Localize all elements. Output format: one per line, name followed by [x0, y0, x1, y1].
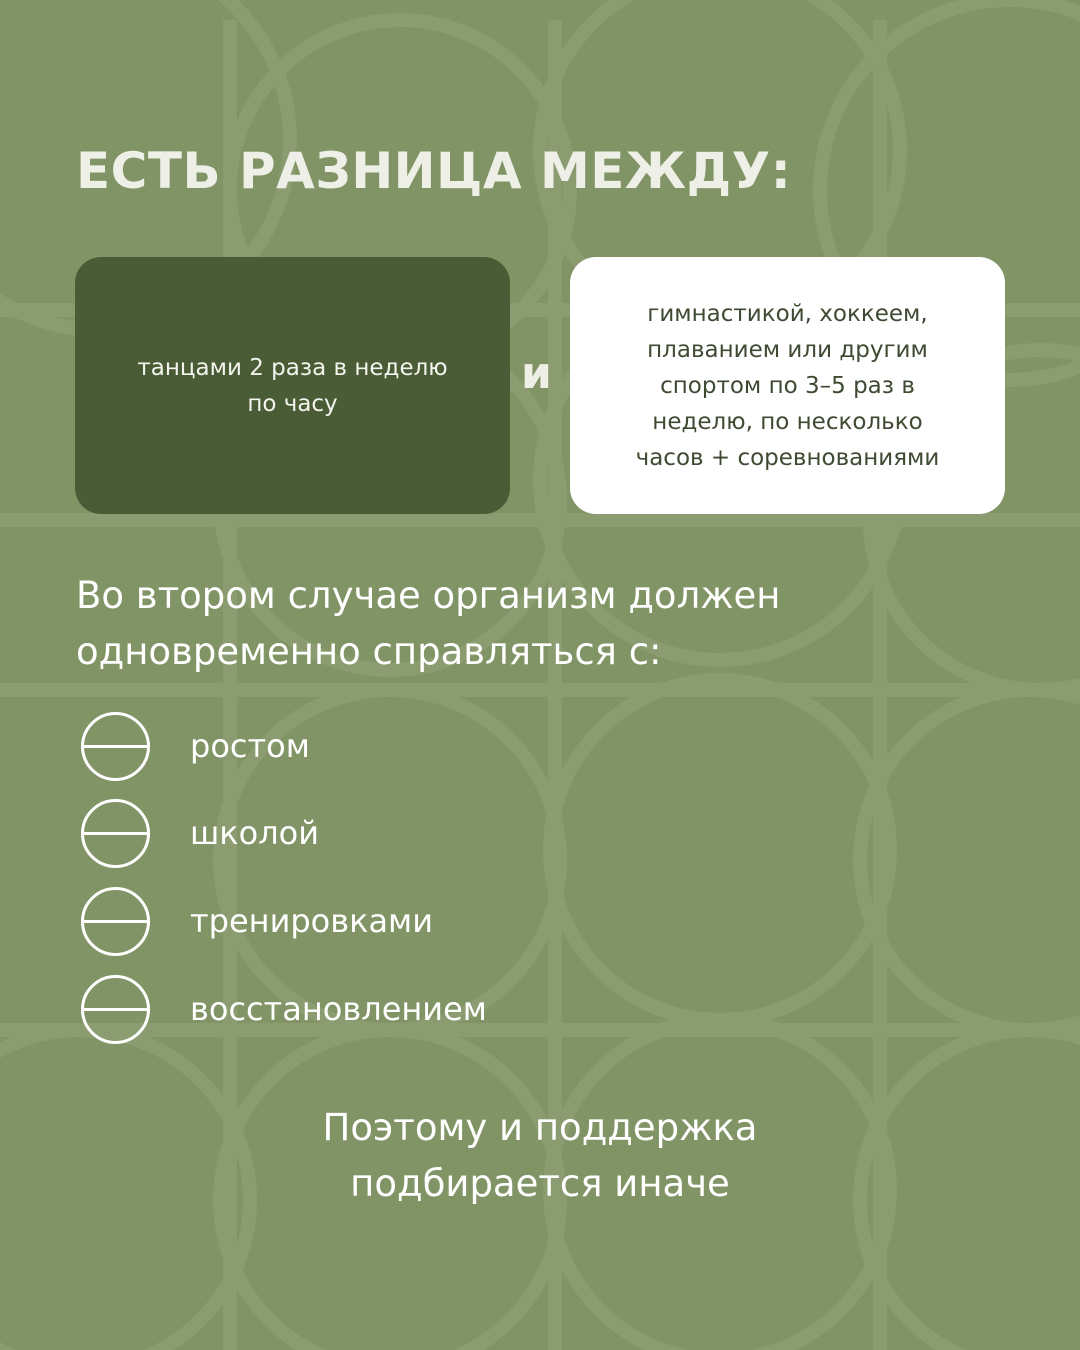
- lead-text: Во втором случае организм должен одновременно справляться с:: [76, 574, 781, 673]
- list-item-label: ростом: [190, 727, 310, 765]
- circle-divider-icon: [80, 974, 151, 1045]
- comparison-connector: и: [521, 348, 552, 399]
- list-item-label: школой: [190, 814, 320, 852]
- list-item-label: восстановлением: [190, 990, 487, 1028]
- list-item: [80, 973, 487, 1045]
- list-item-label: тренировками: [190, 902, 433, 940]
- list-item: [80, 710, 310, 782]
- circle-divider-icon: [80, 886, 151, 957]
- comparison-card-sport: [570, 257, 1005, 514]
- comparison-right-text: гимнастикой, хоккеем, плаванием или другим спортом по 3–5 раз в неделю, по несколько часов + соревнованиями: [635, 300, 940, 471]
- list-item: [80, 885, 433, 957]
- list-item: [80, 797, 320, 869]
- closing-text: Поэтому и поддержка подбирается иначе: [322, 1106, 758, 1205]
- comparison-card-dance: [75, 257, 510, 514]
- comparison-left-text: танцами 2 раза в неделю по часу: [137, 354, 448, 417]
- page-title: ЕСТЬ РАЗНИЦА МЕЖДУ:: [76, 142, 792, 200]
- circle-divider-icon: [80, 798, 151, 869]
- circle-divider-icon: [80, 711, 151, 782]
